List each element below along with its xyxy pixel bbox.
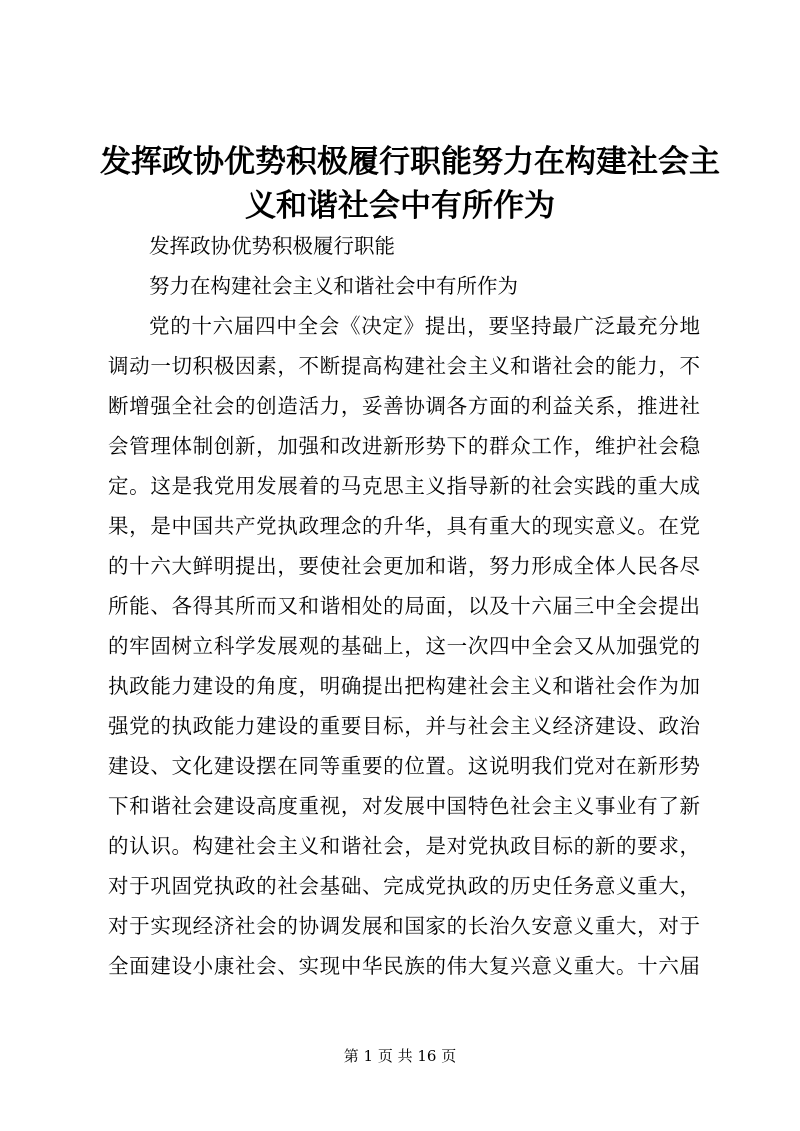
- document-title: [100, 140, 720, 228]
- paragraph-line-10: 执政能力建设的角度，明确提出把构建社会主义和谐社会作为加: [108, 674, 700, 698]
- paragraph-line-7: 的十六大鲜明提出，要使社会更加和谐，努力形成全体人民各尽: [108, 554, 700, 578]
- paragraph-line-12: 建设、文化建设摆在同等重要的位置。这说明我们党对在新形势: [108, 754, 700, 778]
- paragraph-line-11: 强党的执政能力建设的重要目标，并与社会主义经济建设、政治: [108, 714, 700, 738]
- paragraph-line-2: 调动一切积极因素，不断提高构建社会主义和谐社会的能力，不: [108, 354, 700, 378]
- subtitle-line-2: 努力在构建社会主义和谐社会中有所作为: [149, 274, 518, 298]
- subtitle-line-1: 发挥政协优势积极履行职能: [149, 234, 395, 258]
- title-line-1: 发挥政协优势积极履行职能努力在构建社会主: [100, 144, 720, 180]
- paragraph-line-4: 会管理体制创新，加强和改进新形势下的群众工作，维护社会稳: [108, 434, 700, 458]
- paragraph-line-17: 全面建设小康社会、实现中华民族的伟大复兴意义重大。十六届: [108, 954, 700, 978]
- paragraph-line-15: 对于巩固党执政的社会基础、完成党执政的历史任务意义重大，: [108, 874, 700, 898]
- paragraph-line-9: 的牢固树立科学发展观的基础上，这一次四中全会又从加强党的: [108, 634, 700, 658]
- paragraph-line-3: 断增强全社会的创造活力，妥善协调各方面的利益关系，推进社: [108, 394, 700, 418]
- document-body: [108, 226, 700, 986]
- paragraph-line-5: 定。这是我党用发展着的马克思主义指导新的社会实践的重大成: [108, 474, 700, 498]
- paragraph-line-8: 所能、各得其所而又和谐相处的局面，以及十六届三中全会提出: [108, 594, 700, 618]
- title-line-2: 义和谐社会中有所作为: [245, 188, 555, 224]
- paragraph-line-16: 对于实现经济社会的协调发展和国家的长治久安意义重大，对于: [108, 914, 700, 938]
- paragraph-line-13: 下和谐社会建设高度重视，对发展中国特色社会主义事业有了新: [108, 794, 700, 818]
- paragraph-line-14: 的认识。构建社会主义和谐社会，是对党执政目标的新的要求，: [108, 834, 700, 858]
- page-number-footer: 第 1 页 共 16 页: [343, 1047, 457, 1065]
- paragraph-line-1: 党的十六届四中全会《决定》提出，要坚持最广泛最充分地: [149, 314, 700, 338]
- paragraph-line-6: 果，是中国共产党执政理念的升华，具有重大的现实意义。在党: [108, 514, 700, 538]
